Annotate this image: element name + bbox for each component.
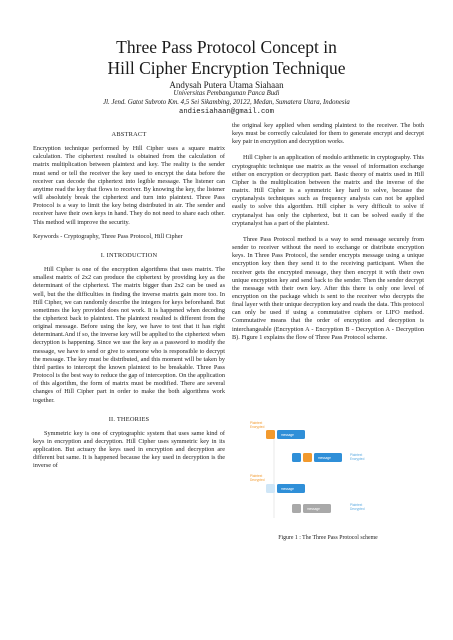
step-4 [292, 503, 365, 513]
step-3 [250, 474, 305, 493]
step-3-label: Plaintext [250, 474, 263, 478]
right-column [232, 122, 424, 342]
theories-heading: II. THEORIES [108, 415, 150, 423]
affiliation-line-1: Universitas Pembangunan Panca Budi [173, 90, 280, 97]
padlock-icon [303, 453, 312, 462]
figure-caption: Figure 1 : The Three Pass Protocol scheme [278, 535, 378, 541]
padlock-icon [292, 504, 301, 513]
author-email[interactable]: andiesiahaan@gmail.com [179, 108, 274, 116]
padlock-icon [292, 453, 301, 462]
abstract-text: Encryption technique performed by Hill Cipher uses a square matrix calculation. The ciphertext resulted is obtained from the calculation of matrix multiplication between plaintext and key. The reality is the sender must send or tell the receiver the key used to encrypt the data before the receiver can decode the ciphertext into legible message. The listener can anytime read the key that flows to receiver. By knowing the key, the listener will absolutely break the ciphertext and turn into plaintext. Three Pass Protocol is a way to limit the key being distributed in air. The sender and receiver have their own keys in hand. They do not need to share each other. This method will improve the security. [33, 145, 225, 226]
affiliation [0, 90, 453, 107]
right-paragraph-3: Three Pass Protocol method is a way to send message securely from sender to receiver without the need to exchange or distribute encryption keys. In Three Pass Protocol, the sender encrypts message using a unique encryption key then they send it to the receiving participant. When the receiver gets the encrypted message, they then encrypt it with their own unique encryption key and send back to the sender. Then the sender decrypt the message with their own key. After this there is only one level of encryption on the package which is sent to the receiver who decrypts the final layer with their unique decryption key and reads the data. This protocol can only be used if using a commutative ciphers or LIFO method. Commutative means that the order of encryption and decryption is interchangeable (Encryption A - Encryption B - Decryption A - Decryption B). Figure 1 explains the flow of Three Pass Protocol scheme. [232, 235, 424, 341]
title-line-1: Three Pass Protocol Concept in [116, 37, 337, 57]
padlock-icon [266, 430, 275, 439]
keywords: Keywords - Cryptography, Three Pass Protocol, Hill Cipher [33, 232, 183, 240]
paper-title [0, 37, 453, 79]
introduction-heading: I. INTRODUCTION [100, 251, 158, 259]
padlock-icon [266, 484, 275, 493]
abstract-heading: ABSTRACT [111, 131, 147, 138]
introduction-text: Hill Cipher is one of the encryption algorithms that uses matrix. The smallest matrix of 2x2 can produce the ciphertext by providing key as the determinant of the ciphertext. The matrix bigger than 2x2 can be used as well, but the the difficulties in finding the inverse matrix gain more too. In Hill Cipher, we can randomly describe the integers for keys beforehand. But sometimes the key provided does not work. It is happened when decoding the ciphertext back to plaintext. The plaintext resulted is different from the original message. Before using the key, we have to test that it has right determinant.And if so, the inverse key will be applied to the ciphertext when decryption is happening. Since we use the key as a password to modify the message, we have to send or give to someone who is responsible to decrypt the message. The key must be distributed, and this moment will be taken by third parties to intercept the known plaintext to be breakable. Three Pass Protocol is the best way to reduce the gap of interception. On the application of this algorithm, the form of matrix must be modified. There are several changes of Hill Cipher part in order to make the both algorithms work together. [33, 266, 225, 404]
title-line-2: Hill Cipher Encryption Technique [107, 58, 346, 78]
step-1 [250, 421, 305, 439]
svg-text:Decrypted: Decrypted [250, 478, 265, 482]
theories-text: Symmetric key is one of cryptographic system that uses same kind of keys in encryption and decryption. Hill Cipher uses symmetric key in its application. But actuary the keys used in encryption and decryption are different but same. It is happened because the key used in decryption is the inverse of [33, 429, 225, 470]
svg-text:message: message [281, 487, 294, 491]
step-4-label: Plaintext [350, 503, 363, 507]
step-2-label: Plaintext [350, 453, 363, 457]
step-2 [292, 453, 365, 462]
svg-text:message: message [307, 507, 320, 511]
author-name: Andysah Putera Utama Siahaan [169, 80, 284, 90]
affiliation-line-2: Jl. Jend. Gatot Subroto Km. 4,5 Sei Sikambing, 20122, Medan, Sumatera Utara, Indonesia [103, 98, 350, 106]
right-paragraph-1: the original key applied when sending plaintext to the receiver. The both keys must be correctly calculated for them to generate encrypt and decrypt key pair in encryption and decryption works. [232, 122, 424, 146]
svg-text:Encrypted: Encrypted [350, 457, 365, 461]
svg-text:Encrypted: Encrypted [250, 425, 265, 429]
right-paragraph-2: Hill Cipher is an application of modulo arithmetic in cryptography. This cryptographic technique use matrix as the vessel of information exchange either on encryption or decryption part. Basic theory of matrix used in Hill Cipher is the multiplication between the matrix and the inverse of the matrix. Hill Cipher is a symmetric key hard to solve, because the cryptanalysis techniques such as frequency analysis can not be applied easily to solve this algorithm. Hill cipher is very difficult to solve if cryptanalyst has only the ciphertext, but it can be solved easily if the cryptanalyst has a part of the plaintext. [232, 154, 424, 227]
svg-text:message: message [318, 456, 331, 460]
left-column [33, 131, 225, 471]
three-pass-protocol-figure [246, 418, 412, 528]
svg-text:message: message [281, 433, 294, 437]
step-1-label: Plaintext [250, 421, 263, 425]
svg-text:Decrypted: Decrypted [350, 507, 365, 511]
